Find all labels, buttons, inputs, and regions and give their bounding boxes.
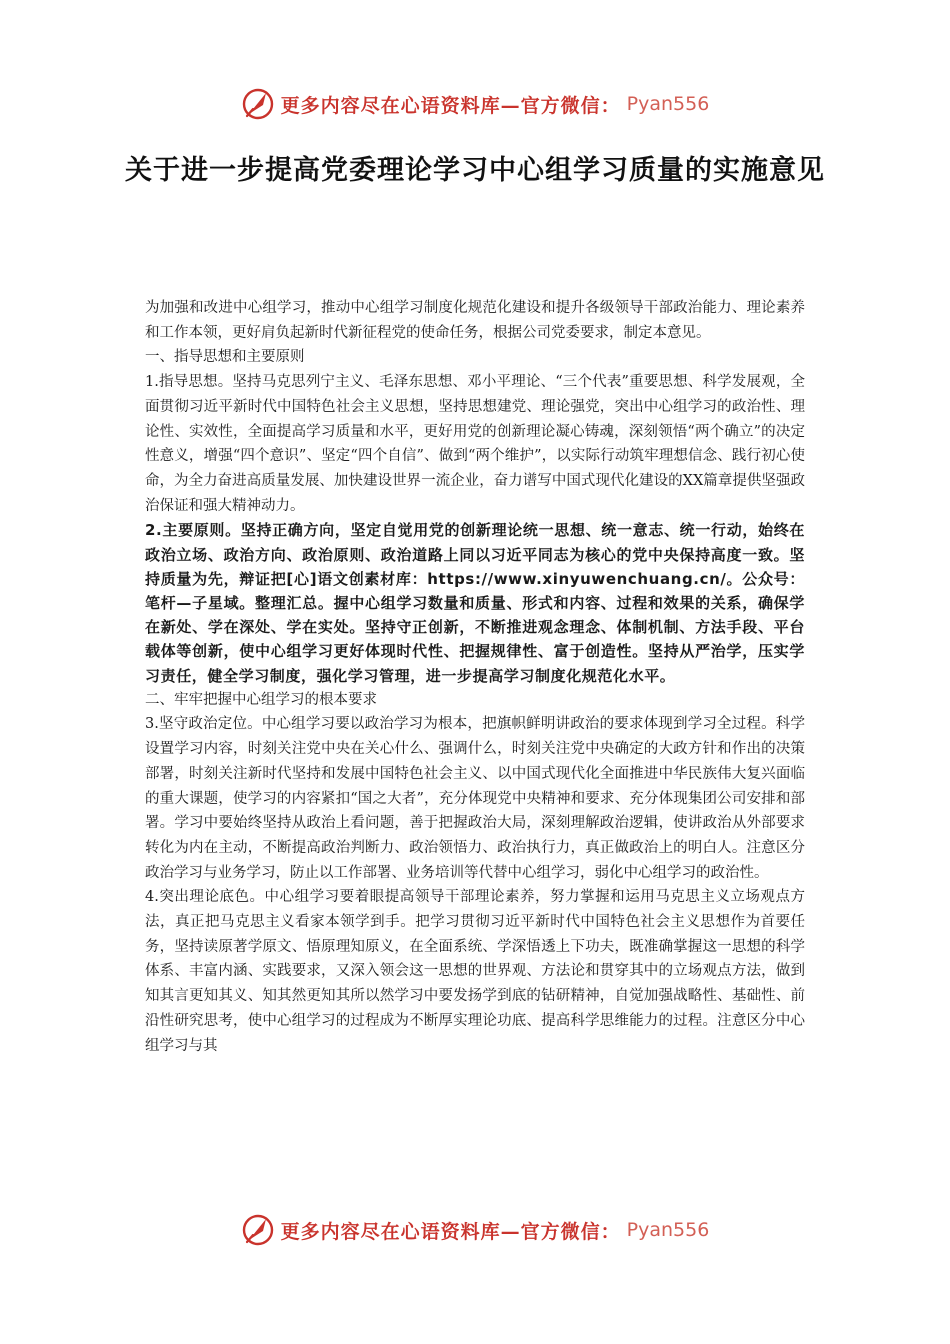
banner-text: 更多内容尽在心语资料库—官方微信：	[280, 1220, 621, 1243]
banner-wechat-id: Pyan556	[626, 1219, 710, 1241]
quill-logo-icon	[241, 87, 275, 121]
document-body	[145, 296, 805, 1058]
section-heading-2: 二、牢牢把握中心组学习的根本要求	[145, 691, 377, 708]
document-title: 关于进一步提高党委理论学习中心组学习质量的实施意见	[125, 155, 825, 186]
quill-logo-icon	[241, 1213, 275, 1247]
paragraph-3-political-positioning: 3.坚守政治定位。中心组学习要以政治学习为根本，把旗帜鲜明讲政治的要求体现到学习全过程。科学设置学习内容，时刻关注党中央在关心什么、强调什么，时刻关注党中央确定的大政方针和作出的决策部署，时刻关注新时代坚持和发展中国特色社会主义、以中国式现代化全面推进中华民族伟大复兴面临的重大课题，使学习的内容紧扣“国之大者”，充分体现党中央精神和要求、充分体现集团公司安排和部署。学习中要始终坚持从政治上看问题，善于把握政治大局，深刻理解政治逻辑，使讲政治从外部要求转化为内在主动，不断提高政治判断力、政治领悟力、政治执行力，真正做政治上的明白人。注意区分政治学习与业务学习，防止以工作部署、业务培训等代替中心组学习，弱化中心组学习的政治性。	[145, 716, 805, 881]
intro-paragraph: 为加强和改进中心组学习，推动中心组学习制度化规范化建设和提升各级领导干部政治能力、理论素养和工作本领，更好肩负起新时代新征程党的使命任务，根据公司党委要求，制定本意见。	[145, 300, 805, 341]
paragraph-2-main-principles: 2.主要原则。坚持正确方向，坚定自觉用党的创新理论统一思想、统一意志、统一行动，始终在政治立场、政治方向、政治原则、政治道路上同以习近平同志为核心的党中央保持高度一致。坚持质量为先，辩证把[心]语文创素材库：https://www.xinyuwenchuang.cn/。公众号：笔杆—子星域。整理汇总。握中心组学习数量和质量、形式和内容、过程和效果的关系，确保学在新处、学在深处、学在实处。坚持守正创新，不断推进观念理念、体制机制、方法手段、平台载体等创新，使中心组学习更好体现时代性、把握规律性、富于创造性。坚持从严治学，压实学习责任，健全学习制度，强化学习管理，进一步提高学习制度化规范化水平。	[145, 521, 805, 685]
banner-text: 更多内容尽在心语资料库—官方微信：	[280, 94, 621, 117]
header-watermark-banner	[0, 84, 950, 124]
footer-watermark-banner	[0, 1210, 950, 1250]
paragraph-4-theoretical-foundation: 4.突出理论底色。中心组学习要着眼提高领导干部理论素养，努力掌握和运用马克思主义立场观点方法，真正把马克思主义看家本领学到手。把学习贯彻习近平新时代中国特色社会主义思想作为首要任务，坚持读原著学原文、悟原理知原义，在全面系统、学深悟透上下功夫，既准确掌握这一思想的科学体系、丰富内涵、实践要求，又深入领会这一思想的世界观、方法论和贯穿其中的立场观点方法，做到知其言更知其义、知其然更知其所以然学习中要发扬学到底的钻研精神，自觉加强战略性、基础性、前沿性研究思考，使中心组学习的过程成为不断厚实理论功底、提高科学思维能力的过程。注意区分中心组学习与其	[145, 889, 805, 1054]
paragraph-1-guiding-thought: 1.指导思想。坚持马克思列宁主义、毛泽东思想、邓小平理论、“三个代表”重要思想、科学发展观，全面贯彻习近平新时代中国特色社会主义思想，坚持思想建党、理论强党，突出中心组学习的政治性、理论性、实效性，全面提高学习质量和水平，更好用党的创新理论凝心铸魂，深刻领悟“两个确立”的决定性意义，增强“四个意识”、坚定“四个自信”、做到“两个维护”，以实际行动筑牢理想信念、践行初心使命，为全力奋进高质量发展、加快建设世界一流企业，奋力谱写中国式现代化建设的XX篇章提供坚强政治保证和强大精神动力。	[145, 374, 805, 514]
section-heading-1: 一、指导思想和主要原则	[145, 349, 305, 366]
banner-wechat-id: Pyan556	[626, 93, 710, 115]
